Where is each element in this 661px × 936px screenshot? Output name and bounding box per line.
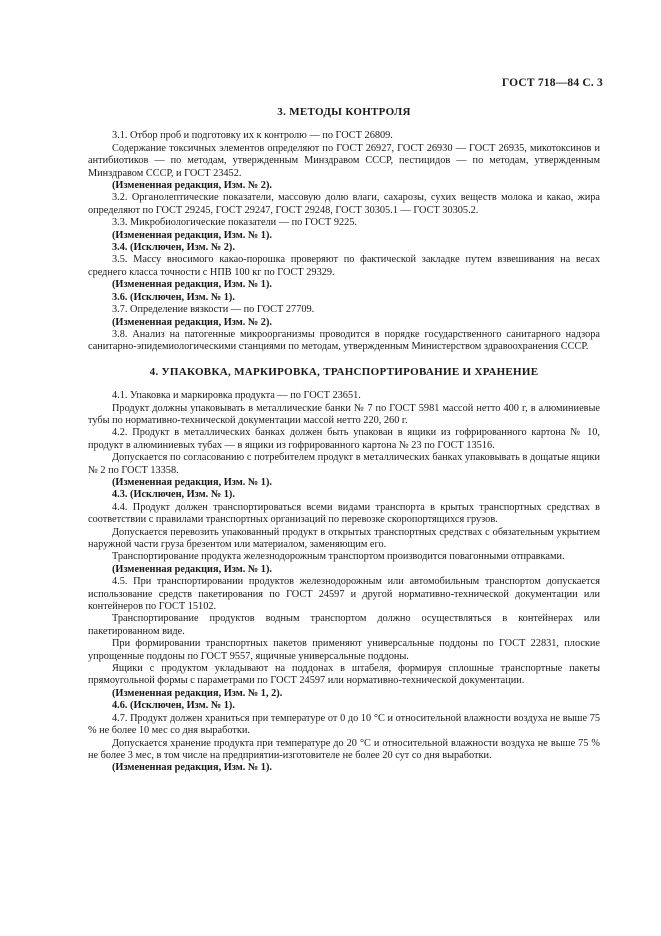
paragraph: Содержание токсичных элементов определяют по ГОСТ 26927, ГОСТ 26930 — ГОСТ 26935, микотоксинов и антибиотиков — по методам, утвержденным Минздравом СССР, пестицидов — по методам, утвержденным Минздравом СССР, и ГОСТ 23452. bbox=[88, 142, 600, 179]
paragraph: (Измененная редакция, Изм. № 1). bbox=[112, 563, 272, 575]
paragraph: (Измененная редакция, Изм. № 1). bbox=[112, 229, 272, 241]
paragraph: Допускается по согласованию с потребителем продукт в металлических банках упаковывать в дощатые ящики № 2 по ГОСТ 13358. bbox=[88, 452, 600, 476]
paragraph: 4.7. Продукт должен храниться при температуре от 0 до 10 °С и относительной влажности воздуха не выше 75 % не более 10 мес со дня выработки. bbox=[88, 712, 600, 737]
paragraph: 3.3. Микробиологические показатели — по ГОСТ 9225. bbox=[112, 217, 358, 229]
section-3-body bbox=[88, 130, 600, 353]
paragraph: 3.8. Анализ на патогенные микроорганизмы проводится в порядке государственного санитарного надзора санитарно-эпидемиологическими станциями по методам, утвержденным Министерством здравоохранения СССР. bbox=[88, 328, 600, 353]
paragraph: 4.1. Упаковка и маркировка продукта — по ГОСТ 23651. bbox=[112, 390, 361, 402]
paragraph: (Измененная редакция, Изм. № 2). bbox=[112, 180, 272, 192]
paragraph: (Измененная редакция, Изм. № 1). bbox=[112, 476, 272, 488]
paragraph: Ящики с продуктом укладывают на поддонах в штабеля, формируя сплошные транспортные пакеты прямоугольной формы с параметрами по ГОСТ 24597 или нормативно-технической документации. bbox=[88, 663, 600, 687]
page-header: ГОСТ 718—84 С. 3 bbox=[501, 77, 603, 89]
paragraph: 4.2. Продукт в металлических банках должен быть упакован в ящики из гофрированного картона № 10, продукт в алюминиевых тубах — в ящики из гофрированного картона № 23 по ГОСТ 13516. bbox=[88, 427, 600, 451]
paragraph: (Измененная редакция, Изм. № 1, 2). bbox=[112, 687, 283, 699]
paragraph: 3.7. Определение вязкости — по ГОСТ 27709. bbox=[112, 304, 315, 316]
paragraph: Допускается перевозить упакованный продукт в открытых транспортных средствах с обязательным укрытием наружной части груза брезентом или материалом, заменяющим его. bbox=[88, 526, 600, 550]
paragraph: Допускается хранение продукта при температуре до 20 °С и относительной влажности воздуха не выше 75 % не более 3 мес, в том числе на предприятии-изготовителе не более 20 сут со дня выработки. bbox=[88, 737, 600, 761]
paragraph: Транспортирование продукта железнодорожным транспортом производится повагонными отправками. bbox=[112, 551, 565, 563]
paragraph: 3.1. Отбор проб и подготовку их к контролю — по ГОСТ 26809. bbox=[112, 130, 393, 142]
paragraph: 3.6. (Исключен, Изм. № 1). bbox=[112, 291, 235, 303]
paragraph: 4.5. При транспортировании продуктов железнодорожным или автомобильным транспортом допускается использование средств пакетирования по ГОСТ 24597 и другой нормативно-технической документации или контейнеров по ГОСТ 15102. bbox=[88, 576, 600, 613]
section-4-title: 4. УПАКОВКА, МАРКИРОВКА, ТРАНСПОРТИРОВАНИЕ И ХРАНЕНИЕ bbox=[149, 365, 539, 378]
paragraph: Продукт должны упаковывать в металлические банки № 7 по ГОСТ 5981 массой нетто 400 г, в алюминиевые тубы по нормативно-технической документации массой нетто 220, 260 г. bbox=[88, 402, 600, 426]
paragraph: (Измененная редакция, Изм. № 1). bbox=[112, 279, 272, 291]
paragraph: При формировании транспортных пакетов применяют универсальные поддоны по ГОСТ 22831, плоские упрощенные поддоны по ГОСТ 9557, ящичные универсальные поддоны. bbox=[88, 638, 600, 662]
paragraph: 3.2. Органолептические показатели, массовую долю влаги, сахарозы, сухих веществ молока и какао, жира определяют по ГОСТ 29245, ГОСТ 29247, ГОСТ 29248, ГОСТ 30305.1 — ГОСТ 30305.2. bbox=[88, 192, 600, 216]
paragraph: 3.4. (Исключен, Изм. № 2). bbox=[112, 242, 235, 254]
paragraph: 3.5. Массу вносимого какао-порошка проверяют по фактической закладке путем взвешивания на весах среднего класса точности с НПВ 100 кг по ГОСТ 29329. bbox=[88, 254, 600, 278]
paragraph: Транспортирование продуктов водным транспортом должно осуществляться в контейнерах или пакетированном виде. bbox=[88, 613, 600, 637]
paragraph: 4.6. (Исключен, Изм. № 1). bbox=[112, 700, 235, 712]
section-3-title: 3. МЕТОДЫ КОНТРОЛЯ bbox=[277, 106, 411, 118]
section-4-body bbox=[88, 390, 600, 775]
paragraph: (Измененная редакция, Изм. № 1). bbox=[112, 762, 272, 774]
document-body bbox=[88, 104, 600, 775]
paragraph: (Измененная редакция, Изм. № 2). bbox=[112, 316, 272, 328]
paragraph: 4.4. Продукт должен транспортироваться всеми видами транспорта в крытых транспортных средствах в соответствии с правилами транспортных организаций по перевозке скоропортящихся грузов. bbox=[88, 501, 600, 526]
paragraph: 4.3. (Исключен, Изм. № 1). bbox=[112, 489, 235, 501]
